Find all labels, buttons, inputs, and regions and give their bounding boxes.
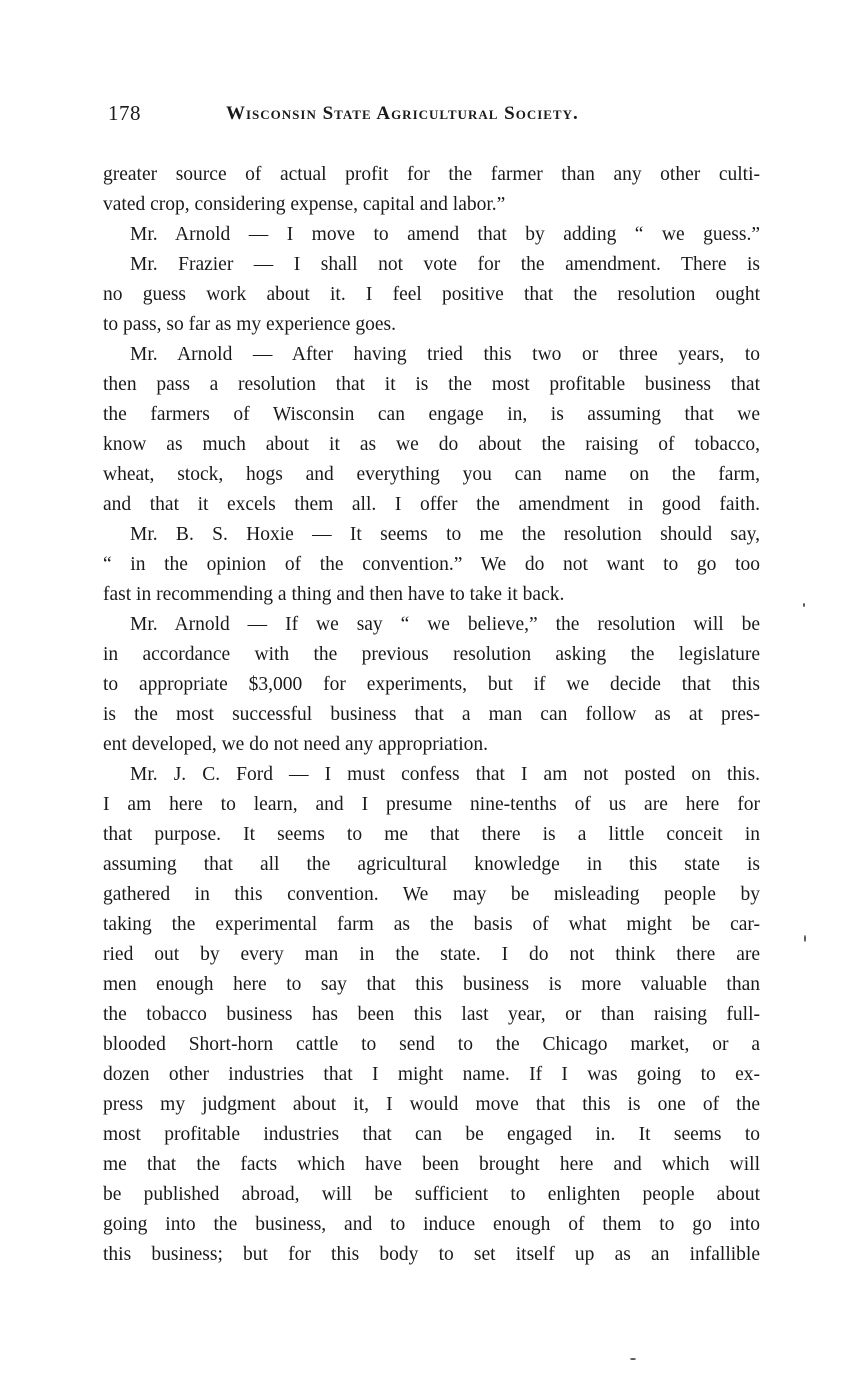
text-line: no guess work about it. I feel positive that the resolution ought — [103, 284, 760, 305]
text-line: Mr. J. C. Ford — I must confess that I am not posted on this. — [130, 764, 760, 785]
text-line: this business; but for this body to set itself up as an infallible — [103, 1244, 760, 1265]
text-line: fast in recommending a thing and then have to take it back. — [103, 584, 565, 605]
scan-speck — [803, 603, 805, 607]
text-line: going into the business, and to induce enough of them to go into — [103, 1214, 760, 1235]
page-number: 178 — [108, 101, 141, 125]
text-line: to pass, so far as my experience goes. — [103, 314, 396, 335]
page-header — [108, 101, 768, 131]
text-line: blooded Short-horn cattle to send to the Chicago market, or a — [103, 1034, 760, 1055]
text-line: most profitable industries that can be engaged in. It seems to — [103, 1124, 760, 1145]
text-line: then pass a resolution that it is the most profitable business that — [103, 374, 760, 395]
text-line: dozen other industries that I might name. If I was going to ex- — [103, 1064, 760, 1085]
text-line: is the most successful business that a man can follow as at pres- — [103, 704, 760, 725]
scan-speck — [630, 1358, 636, 1360]
text-line: “ in the opinion of the convention.” We do not want to go too — [103, 554, 760, 575]
text-line: the farmers of Wisconsin can engage in, is assuming that we — [103, 404, 760, 425]
text-line: Mr. Arnold — After having tried this two or three years, to — [130, 344, 760, 365]
text-line: men enough here to say that this business is more valuable than — [103, 974, 760, 995]
text-line: Mr. Arnold — If we say “ we believe,” the resolution will be — [130, 614, 760, 635]
text-line: Mr. Frazier — I shall not vote for the amendment. There is — [130, 254, 760, 275]
text-line: greater source of actual profit for the farmer than any other culti- — [103, 164, 760, 185]
text-line: press my judgment about it, I would move that this is one of the — [103, 1094, 760, 1115]
text-line: the tobacco business has been this last year, or than raising full- — [103, 1004, 760, 1025]
text-line: me that the facts which have been brought here and which will — [103, 1154, 760, 1175]
text-line: vated crop, considering expense, capital and labor.” — [103, 194, 506, 215]
text-line: assuming that all the agricultural knowledge in this state is — [103, 854, 760, 875]
running-head: Wisconsin State Agricultural Society. — [226, 103, 579, 124]
text-line: Mr. Arnold — I move to amend that by adding “ we guess.” — [130, 224, 760, 245]
text-line: I am here to learn, and I presume nine-tenths of us are here for — [103, 794, 760, 815]
text-line: that purpose. It seems to me that there is a little conceit in — [103, 824, 760, 845]
text-line: ent developed, we do not need any appropriation. — [103, 734, 489, 755]
text-line: gathered in this convention. We may be misleading people by — [103, 884, 760, 905]
text-line: in accordance with the previous resolution asking the legislature — [103, 644, 760, 665]
text-line: be published abroad, will be sufficient to enlighten people about — [103, 1184, 760, 1205]
text-line: to appropriate $3,000 for experiments, but if we decide that this — [103, 674, 760, 695]
text-line: ried out by every man in the state. I do not think there are — [103, 944, 760, 965]
scan-speck — [804, 935, 806, 942]
body-text — [103, 160, 760, 1270]
text-line: know as much about it as we do about the raising of tobacco, — [103, 434, 760, 455]
text-line: and that it excels them all. I offer the amendment in good faith. — [103, 494, 760, 515]
text-line: Mr. B. S. Hoxie — It seems to me the resolution should say, — [130, 524, 760, 545]
text-line: taking the experimental farm as the basis of what might be car- — [103, 914, 760, 935]
text-line: wheat, stock, hogs and everything you can name on the farm, — [103, 464, 760, 485]
